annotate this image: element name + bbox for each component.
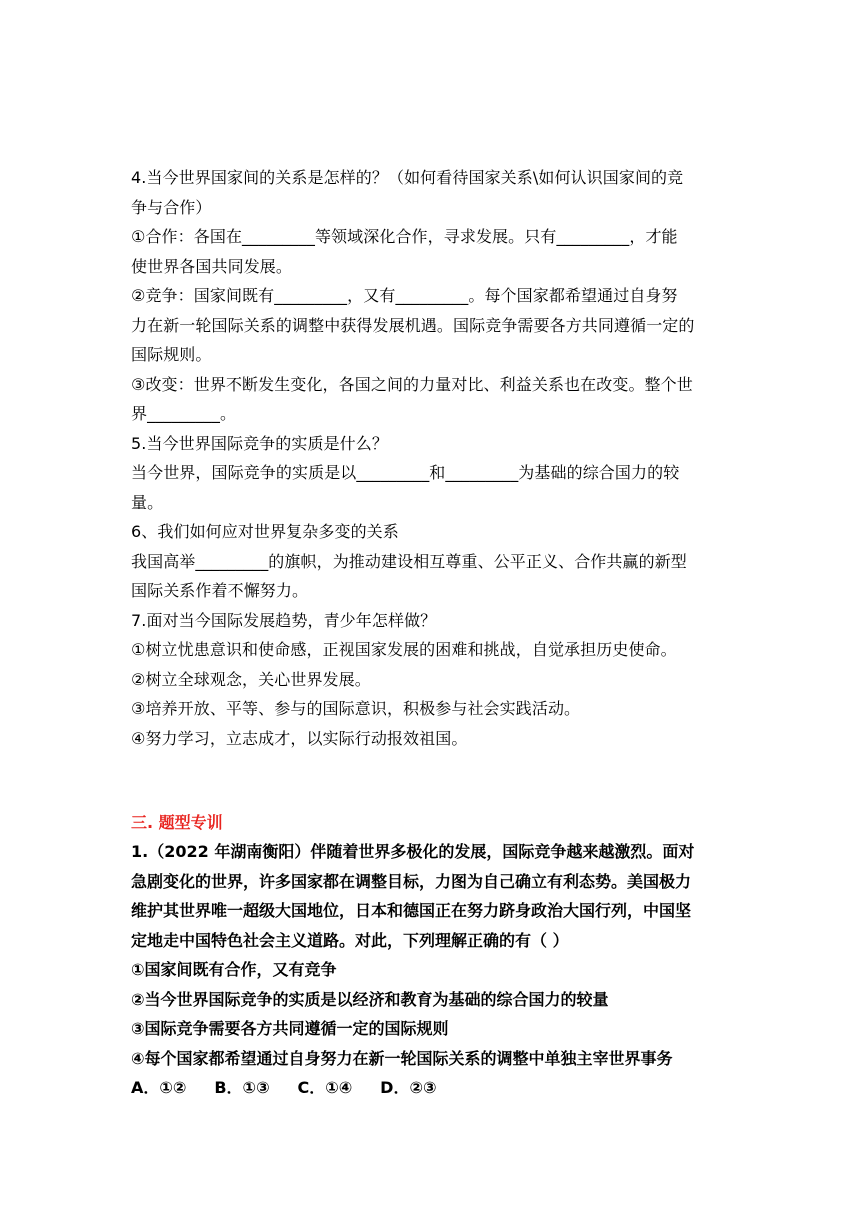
text-line: 力在新一轮国际关系的调整中获得发展机遇。国际竞争需要各方共同遵循一定的 (131, 315, 695, 335)
text-line: ②竞争：国家间既有_________，又有_________。每个国家都希望通过自身努 (131, 286, 678, 305)
statement-item: ①国家间既有合作，又有竞争 (131, 960, 337, 979)
text-line: ①树立忧患意识和使命感，正视国家发展的困难和挑战，自觉承担历史使命。 (131, 640, 677, 659)
text-line: 我国高举_________的旗帜，为推动建设相互尊重、公平正义、合作共赢的新型 (131, 551, 687, 571)
text-line: 使世界各国共同发展。 (131, 256, 293, 276)
text-line: 国际关系作着不懈努力。 (131, 581, 309, 600)
text-line: 5.当今世界国际竞争的实质是什么？ (131, 433, 388, 453)
statement-item: ④每个国家都希望通过自身努力在新一轮国际关系的调整中单独主宰世界事务 (131, 1048, 673, 1068)
text-line: ③培养开放、平等、参与的国际意识，积极参与社会实践活动。 (131, 699, 581, 718)
text-line: 7.面对当今国际发展趋势，青少年怎样做？ (131, 610, 437, 630)
text-line: ①合作：各国在_________等领域深化合作，寻求发展。只有_________，才能 (131, 227, 678, 246)
text-line: ②树立全球观念，关心世界发展。 (131, 669, 371, 689)
text-line: 当今世界，国际竞争的实质是以_________和_________为基础的综合国力的较 (131, 463, 680, 482)
text-line: 量。 (131, 492, 164, 512)
statement-item: ②当今世界国际竞争的实质是以经济和教育为基础的综合国力的较量 (131, 989, 609, 1009)
question-line: 1.（2022 年湖南衡阳）伴随着世界多极化的发展，国际竞争越来越激烈。面对 (131, 842, 695, 861)
text-line: ③改变：世界不断发生变化，各国之间的力量对比、利益关系也在改变。整个世 (131, 374, 693, 394)
practice-section (131, 808, 731, 1103)
text-line: 4.当今世界国家间的关系是怎样的？（如何看待国家关系\如何认识国家间的竞 (131, 168, 684, 187)
section-heading: 三. 题型专训 (131, 813, 223, 832)
text-line: 6、我们如何应对世界复杂多变的关系 (131, 522, 399, 541)
text-line: 争与合作） (131, 197, 212, 217)
question-line: 维护其世界唯一超级大国地位，日本和德国正在努力跻身政治大国行列，中国坚 (131, 901, 692, 920)
text-line: 国际规则。 (131, 345, 212, 364)
answer-options: A．①② B．①③ C．①④ D．②③ (131, 1078, 437, 1097)
knowledge-section (131, 163, 731, 753)
question-line: 急剧变化的世界，许多国家都在调整目标，力图为自己确立有利态势。美国极力 (131, 871, 692, 891)
text-line: 界_________。 (131, 404, 237, 423)
text-line: ④努力学习，立志成才，以实际行动报效祖国。 (131, 728, 468, 748)
statement-item: ③国际竞争需要各方共同遵循一定的国际规则 (131, 1019, 449, 1038)
question-line: 定地走中国特色社会主义道路。对此，下列理解正确的有（ ） (131, 930, 569, 950)
